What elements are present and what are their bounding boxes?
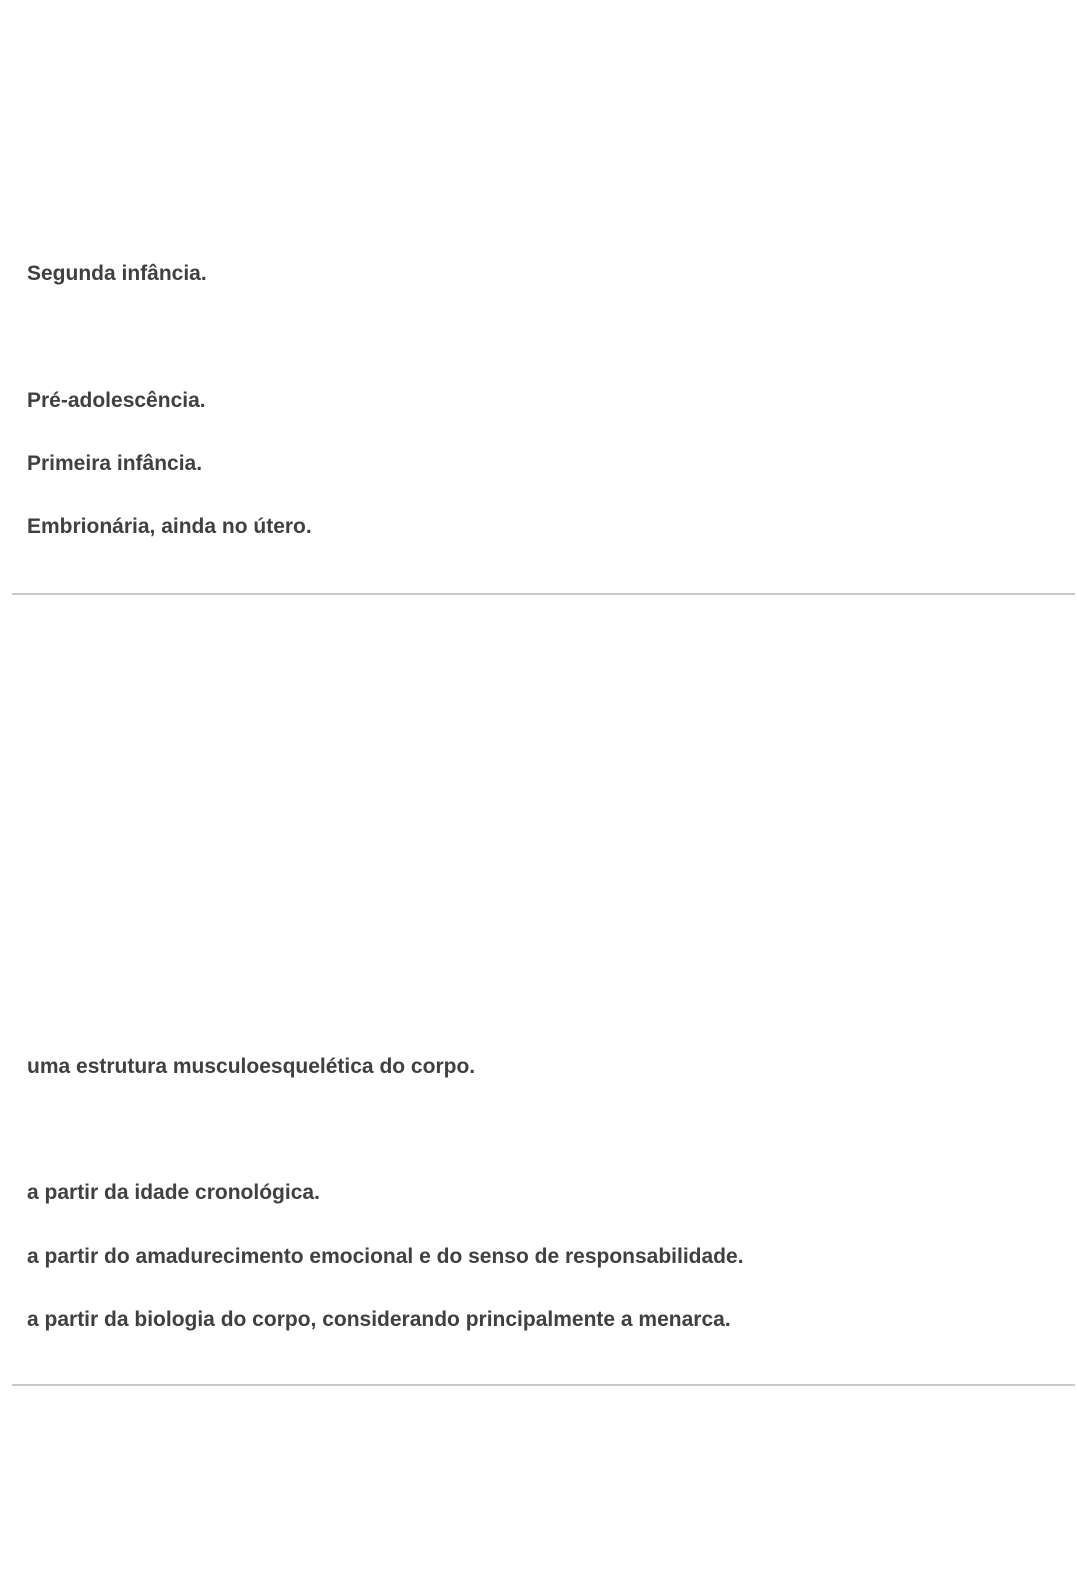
answer-option-primeira-infancia[interactable]: Primeira infância. bbox=[27, 452, 203, 475]
question-divider bbox=[12, 1384, 1075, 1386]
answer-option-biologia-do-corpo[interactable]: a partir da biologia do corpo, considerando principalmente a menarca. bbox=[27, 1308, 731, 1331]
answer-option-pre-adolescencia[interactable]: Pré-adolescência. bbox=[27, 389, 206, 412]
answer-option-embrionaria[interactable]: Embrionária, ainda no útero. bbox=[27, 515, 312, 538]
answer-option-idade-cronologica[interactable]: a partir da idade cronológica. bbox=[27, 1181, 320, 1204]
answer-option-amadurecimento-emocional[interactable]: a partir do amadurecimento emocional e do senso de responsabilidade. bbox=[27, 1245, 744, 1268]
answer-option-segunda-infancia[interactable]: Segunda infância. bbox=[27, 262, 207, 285]
question-divider bbox=[12, 593, 1075, 595]
answer-option-estrutura-musculoesqueletica[interactable]: uma estrutura musculoesquelética do corpo. bbox=[27, 1055, 476, 1078]
